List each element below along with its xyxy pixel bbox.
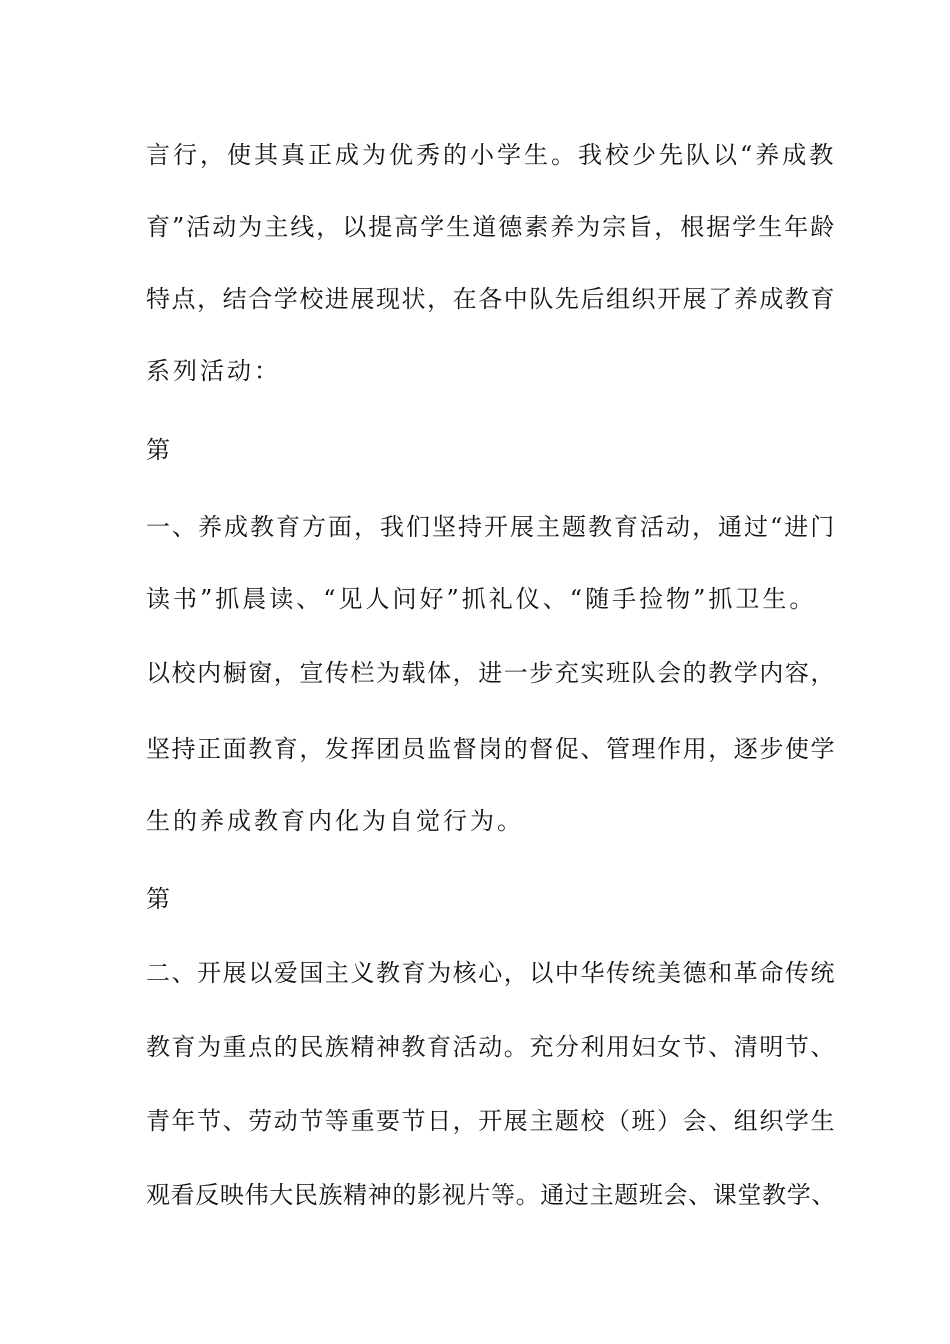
- text-line: 观看反映伟大民族精神的影视片等。通过主题班会、课堂教学、: [146, 1181, 836, 1209]
- text-line: 青年节、劳动节等重要节日，开展主题校（班）会、组织学生: [146, 1107, 836, 1135]
- text-line: 以校内橱窗，宣传栏为载体，进一步充实班队会的教学内容，: [146, 659, 836, 687]
- text-line: 读书”抓晨读、“见人问好”抓礼仪、“随手捡物”抓卫生。: [146, 585, 817, 613]
- text-line: 系列活动：: [146, 357, 281, 385]
- text-line: 二、开展以爱国主义教育为核心，以中华传统美德和革命传统: [146, 959, 836, 987]
- text-line: 生的养成教育内化为自觉行为。: [146, 807, 524, 835]
- text-line: 坚持正面教育，发挥团员监督岗的督促、管理作用，逐步使学: [146, 735, 836, 763]
- text-line: 特点，结合学校进展现状，在各中队先后组织开展了养成教育: [146, 285, 836, 313]
- text-line: 育”活动为主线，以提高学生道德素养为宗旨，根据学生年龄: [146, 213, 837, 241]
- text-line: 第: [146, 885, 173, 913]
- text-line: 言行，使其真正成为优秀的小学生。我校少先队以“养成教: [146, 141, 837, 169]
- text-line: 教育为重点的民族精神教育活动。充分利用妇女节、清明节、: [146, 1033, 836, 1061]
- text-line: 一、养成教育方面，我们坚持开展主题教育活动，通过“进门: [146, 513, 837, 541]
- text-line: 第: [146, 436, 173, 464]
